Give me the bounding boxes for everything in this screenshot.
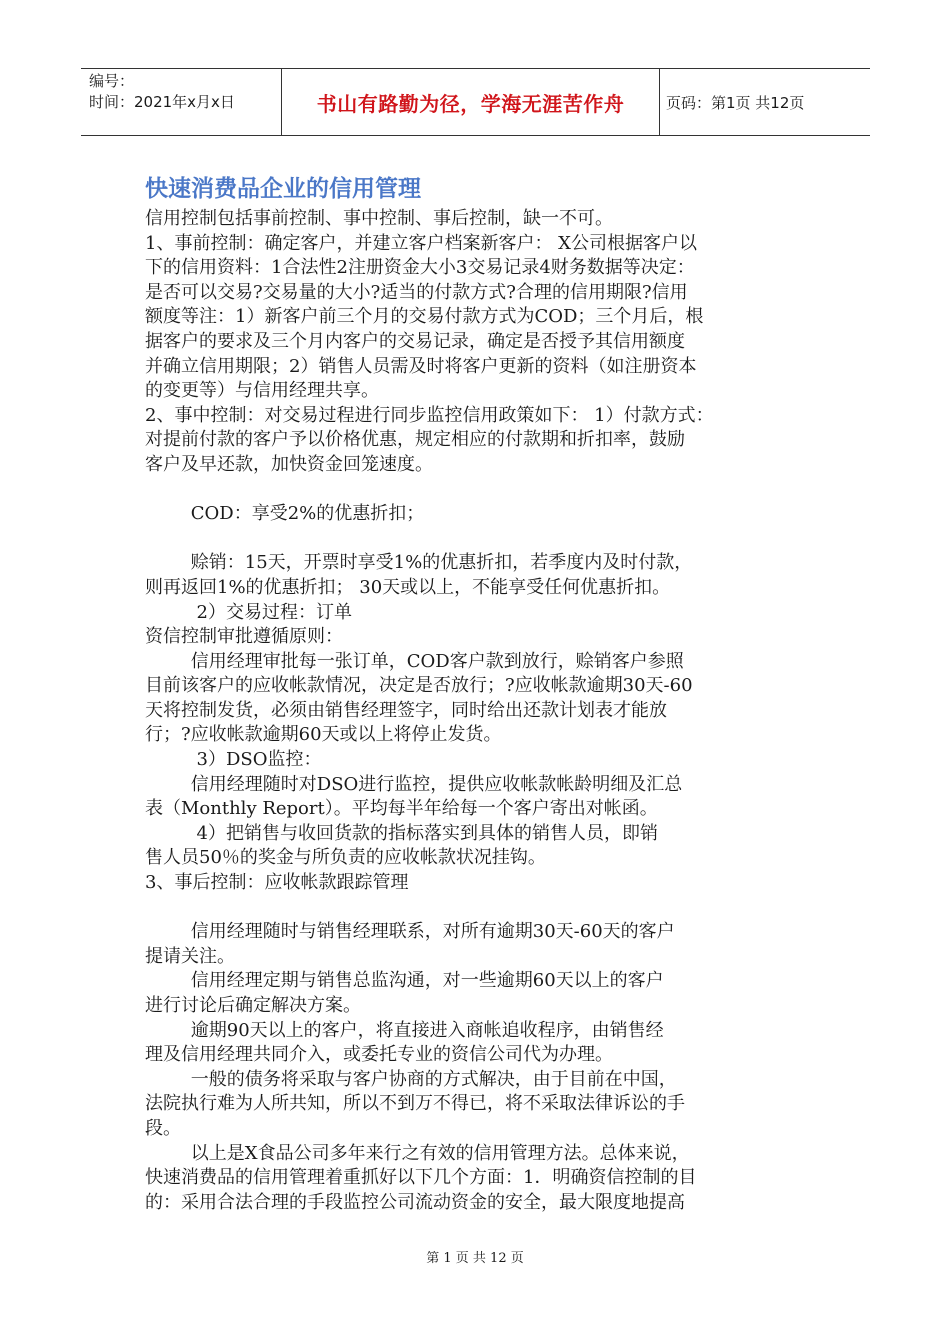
body-line: 3、事后控制：应收帐款跟踪管理 — [145, 872, 409, 894]
body-line: 法院执行难为人所共知，所以不到万不得已，将不采取法律诉讼的手 — [145, 1093, 685, 1115]
body-line: 额度等注：1）新客户前三个月的交易付款方式为COD；三个月后，根 — [145, 306, 704, 328]
body-line: 进行讨论后确定解决方案。 — [145, 995, 361, 1016]
body-line: 表（Monthly Report）。平均每半年给每一个客户寄出对帐函。 — [145, 798, 658, 820]
body-line: 理及信用经理共同介入，或委托专业的资信公司代为办理。 — [145, 1044, 613, 1066]
body-line: 提请关注。 — [145, 945, 235, 967]
body-line: 则再返回1%的优惠折扣； 30天或以上，不能享受任何优惠折扣。 — [145, 576, 671, 598]
body-line: 段。 — [145, 1117, 181, 1139]
body-line: 对提前付款的客户予以价格优惠，规定相应的付款期和折扣率，鼓励 — [145, 429, 685, 451]
document-date: 时间：2021年x月x日 — [89, 93, 235, 111]
header-page-info: 页码：第1页 共12页 — [666, 93, 805, 112]
body-line: 一般的债务将采取与客户协商的方式解决，由于目前在中国， — [145, 1068, 677, 1090]
body-line: 1、事前控制：确定客户，并建立客户档案新客户： X公司根据客户以 — [145, 232, 697, 254]
page-footer: 第 1 页 共 12 页 — [426, 1251, 524, 1266]
document-header — [81, 68, 870, 136]
body-line: 信用经理随时对DSO进行监控，提供应收帐款帐龄明细及汇总 — [145, 773, 683, 795]
blank-line — [145, 478, 825, 503]
body-line: 2）交易过程：订单 — [145, 601, 352, 623]
document-title: 快速消费品企业的信用管理 — [145, 176, 421, 202]
document-body — [145, 207, 825, 1215]
body-line: COD：享受2%的优惠折扣； — [145, 503, 425, 525]
body-line: 并确立信用期限；2）销售人员需及时将客户更新的资料（如注册资本 — [145, 355, 697, 377]
body-line: 信用经理定期与销售总监沟通，对一些逾期60天以上的客户 — [145, 970, 664, 992]
body-line: 客户及早还款，加快资金回笼速度。 — [145, 453, 433, 475]
body-line: 售人员50％的奖金与所负责的应收帐款状况挂钩。 — [145, 847, 546, 869]
header-meta — [81, 69, 282, 135]
body-line: 天将控制发货，必须由销售经理签字，同时给出还款计划表才能放 — [145, 699, 667, 721]
body-line: 信用控制包括事前控制、事中控制、事后控制，缺一不可。 — [145, 208, 613, 229]
body-line: 信用经理随时与销售经理联系，对所有逾期30天-60天的客户 — [145, 921, 675, 943]
body-line: 据客户的要求及三个月内客户的交易记录，确定是否授予其信用额度 — [145, 330, 685, 352]
header-motto: 书山有路勤为径，学海无涯苦作舟 — [282, 69, 660, 135]
body-line: 行；?应收帐款逾期60天或以上将停止发货。 — [145, 724, 502, 746]
body-line: 逾期90天以上的客户，将直接进入商帐追收程序，由销售经 — [145, 1019, 664, 1041]
body-line: 资信控制审批遵循原则： — [145, 626, 343, 648]
body-line: 4）把销售与收回货款的指标落实到具体的销售人员，即销 — [145, 822, 658, 844]
body-line: 赊销：15天，开票时享受1%的优惠折扣，若季度内及时付款， — [145, 552, 693, 574]
body-line: 信用经理审批每一张订单，COD客户款到放行，赊销客户参照 — [145, 650, 684, 672]
body-line: 下的信用资料：1合法性2注册资金大小3交易记录4财务数据等决定： — [145, 257, 695, 279]
body-line: 以上是X食品公司多年来行之有效的信用管理方法。总体来说， — [145, 1142, 690, 1164]
body-line: 3）DSO监控： — [145, 749, 322, 771]
blank-line — [145, 896, 825, 921]
body-line: 的变更等）与信用经理共享。 — [145, 380, 379, 402]
blank-line — [145, 527, 825, 552]
document-number: 编号： — [89, 72, 135, 90]
body-line: 快速消费品的信用管理着重抓好以下几个方面：1．明确资信控制的目 — [145, 1167, 697, 1189]
body-line: 2、事中控制：对交易过程进行同步监控信用政策如下： 1）付款方式： — [145, 404, 714, 426]
body-line: 是否可以交易?交易量的大小?适当的付款方式?合理的信用期限?信用 — [145, 281, 688, 303]
body-line: 目前该客户的应收帐款情况，决定是否放行；?应收帐款逾期30天-60 — [145, 675, 693, 697]
body-line: 的：采用合法合理的手段监控公司流动资金的安全，最大限度地提高 — [145, 1191, 685, 1213]
